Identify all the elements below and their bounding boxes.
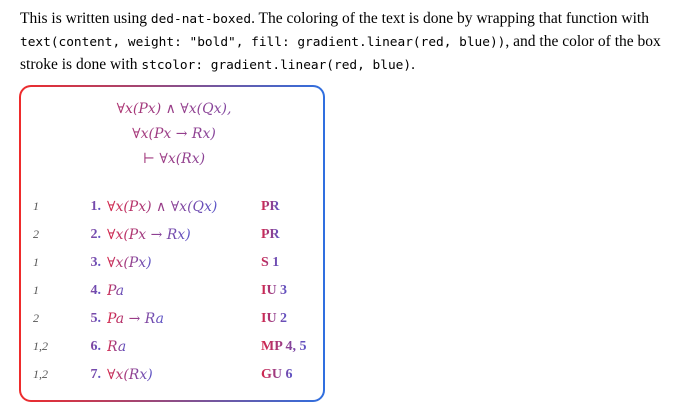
row-number: 7. [71,367,101,383]
row-number: 3. [71,255,101,271]
code-text-call: text(content, weight: "bold", fill: gradient.linear(red, blue)) [20,35,506,50]
proof-row [21,367,327,387]
row-formula: ∀x(Px → Rx) [107,227,191,243]
row-formula: Pa → Ra [107,311,164,327]
proof-row [21,283,327,303]
intro-text-4: . [411,56,415,73]
sequent-premise-2: ∀x(Px → Rx) [21,126,327,142]
row-number: 2. [71,227,101,243]
row-number: 6. [71,339,101,355]
row-justification: MP 4, 5 [261,339,307,354]
row-deps: 1,2 [33,367,48,381]
intro-paragraph [20,8,682,77]
row-number: 4. [71,283,101,299]
proof-row [21,311,327,331]
sequent-premise-1: ∀x(Px) ∧ ∀x(Qx), [21,101,327,117]
row-deps: 1 [33,199,39,213]
proof-row [21,255,327,275]
row-formula: Pa [107,283,125,299]
row-deps: 1,2 [33,339,48,353]
intro-text-2: . The coloring of the text is done by wrapping that function with [251,10,649,27]
proof-row [21,339,327,359]
proof-row [21,199,327,219]
row-deps: 1 [33,283,39,297]
row-justification: S 1 [261,255,280,270]
intro-text-3: , and the color of the box stroke is done with [20,33,661,73]
row-justification: PR [261,199,280,214]
proof-box [19,85,325,402]
row-formula: ∀x(Rx) [107,367,153,383]
row-formula: ∀x(Px) [107,255,152,271]
row-number: 5. [71,311,101,327]
code-function-name: ded-nat-boxed [150,12,252,27]
row-formula: ∀x(Px) ∧ ∀x(Qx) [107,199,218,215]
row-justification: IU 2 [261,311,288,326]
row-deps: 2 [33,227,39,241]
row-formula: Ra [107,339,127,355]
intro-text-1: This is written using [20,10,151,27]
row-justification: IU 3 [261,283,288,298]
row-deps: 2 [33,311,39,325]
row-number: 1. [71,199,101,215]
row-deps: 1 [33,255,39,269]
sequent-conclusion: ⊢ ∀x(Rx) [21,151,327,167]
row-justification: GU 6 [261,367,293,382]
row-justification: PR [261,227,280,242]
proof-row [21,227,327,247]
code-stcolor: stcolor: gradient.linear(red, blue) [141,58,412,73]
